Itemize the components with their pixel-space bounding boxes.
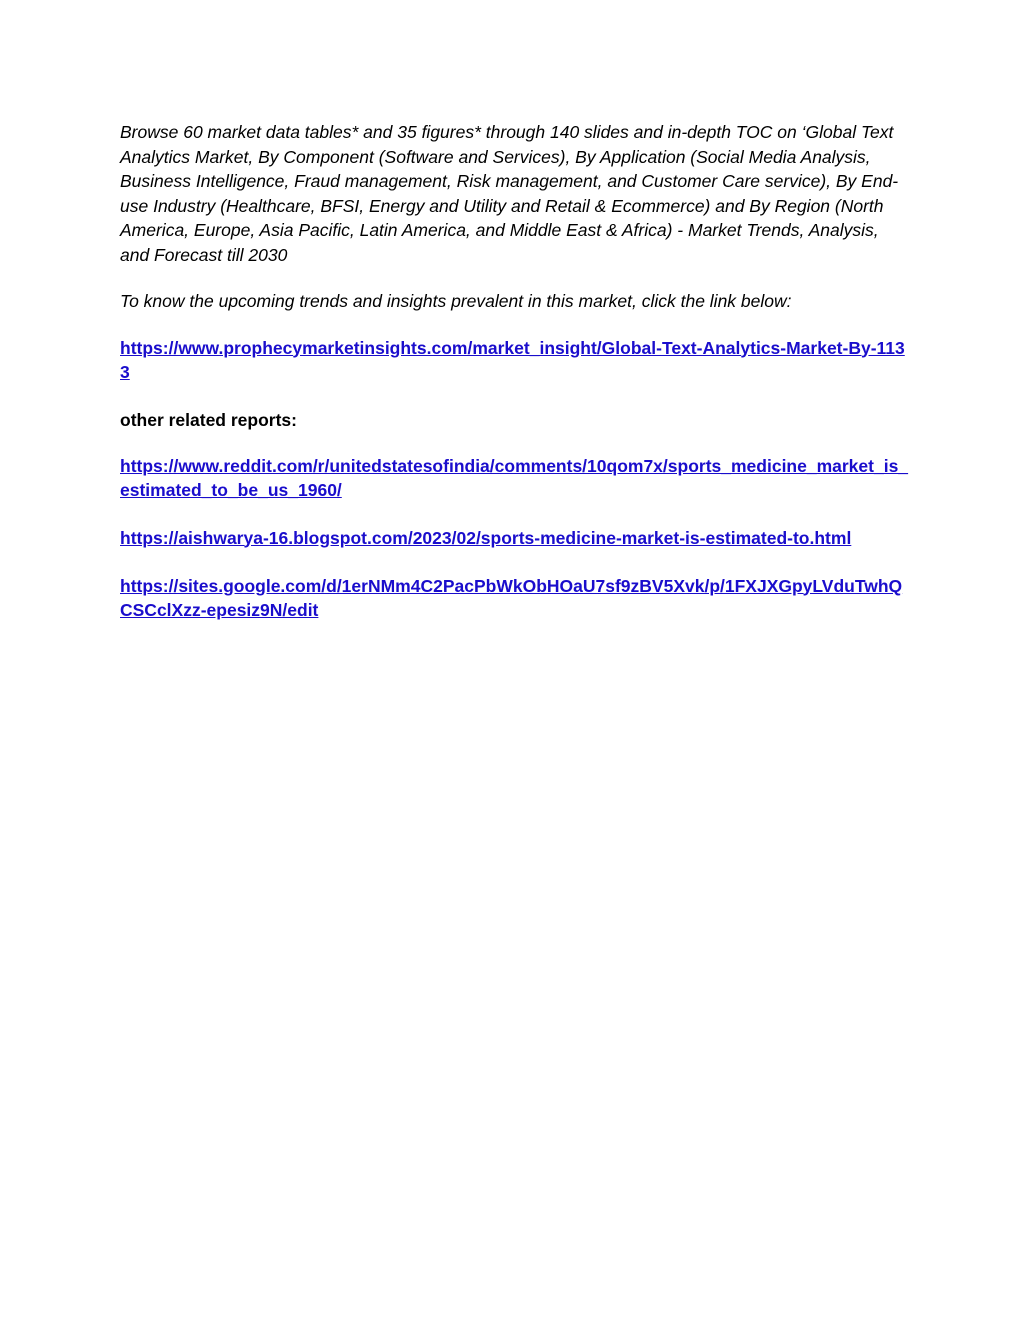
- related-link-reddit[interactable]: https://www.reddit.com/r/unitedstatesofindia/comments/10qom7x/sports_medicine_market_is_estimated_to_be_us_1960/: [120, 455, 909, 500]
- related-reports-heading: other related reports:: [120, 409, 297, 430]
- intro-paragraph: Browse 60 market data tables* and 35 figures* through 140 slides and in-depth TOC on ‘Global Text Analytics Market, By Component (Software and Services), By Application (Social Media Analysis, Business Intelligence, Fraud management, Risk management, and Customer Care service), By End-use Industry (Healthcare, BFSI, Energy and Utility and Retail & Ecommerce) and By Region (North America, Europe, Asia Pacific, Latin America, and Middle East & Africa) - Market Trends, Analysis, and Forecast till 2030: [120, 122, 899, 265]
- main-report-link[interactable]: https://www.prophecymarketinsights.com/market_insight/Global-Text-Analytics-Market-By-1133: [120, 337, 905, 382]
- cta-paragraph: To know the upcoming trends and insights prevalent in this market, click the link below:: [120, 291, 792, 311]
- related-link-blogspot[interactable]: https://aishwarya-16.blogspot.com/2023/02/sports-medicine-market-is-estimated-to.html: [120, 527, 852, 548]
- related-link-google-sites[interactable]: https://sites.google.com/d/1erNMm4C2PacPbWkObHOaU7sf9zBV5Xvk/p/1FXJXGpyLVduTwhQCSCclXzz-epesiz9N/edit: [120, 575, 903, 620]
- document-page: [120, 120, 910, 646]
